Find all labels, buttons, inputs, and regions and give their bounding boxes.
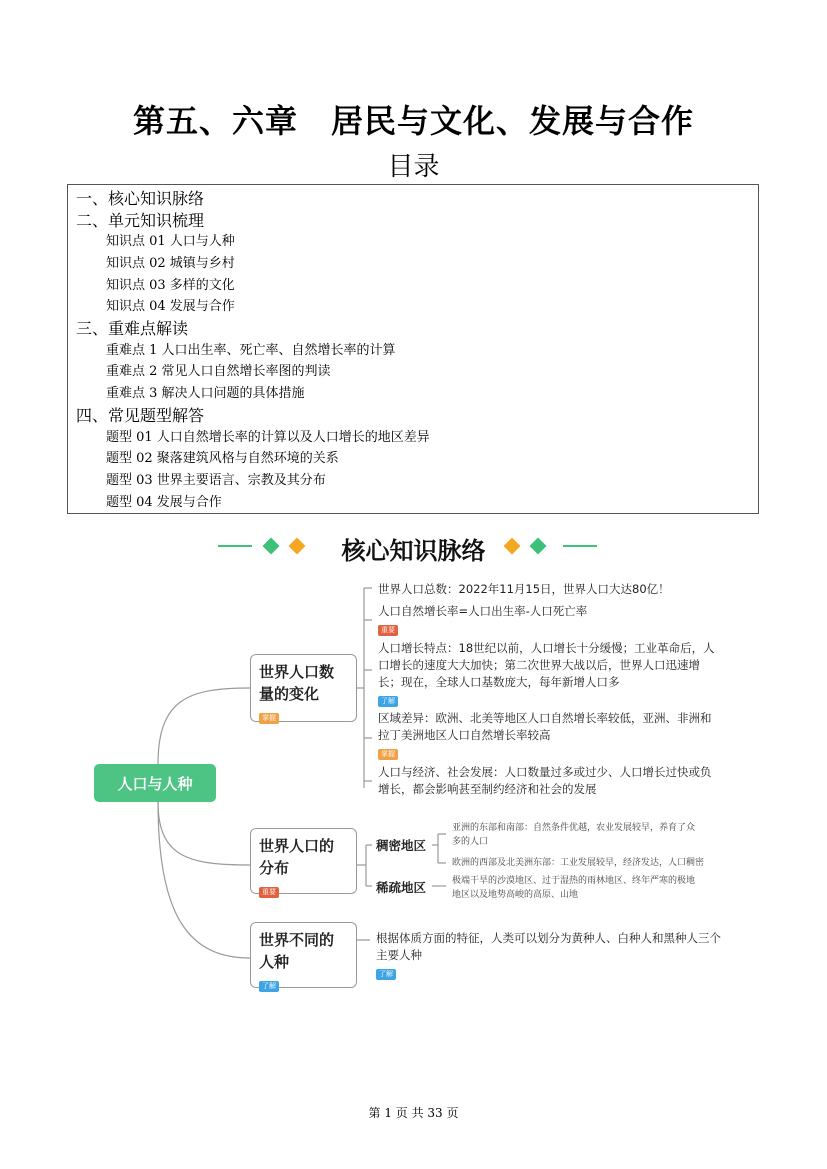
toc-heading: 目录 xyxy=(387,152,440,182)
toc-item[interactable]: 重难点 1 人口出生率、死亡率、自然增长率的计算 xyxy=(106,342,396,358)
branch-population-change xyxy=(250,654,357,722)
toc-item[interactable]: 知识点 02 城镇与乡村 xyxy=(106,255,235,271)
toc-item[interactable]: 二、单元知识梳理 xyxy=(76,210,205,230)
toc-item[interactable]: 题型 02 聚落建筑风格与自然环境的关系 xyxy=(106,451,339,467)
leaf-text: 地区以及地势高峻的高原、山地 xyxy=(452,890,579,900)
branch-title: 世界不同的 xyxy=(259,931,335,949)
toc-item[interactable]: 重难点 2 常见人口自然增长率图的判读 xyxy=(106,364,331,380)
sub-sparse-area: 稀疏地区 xyxy=(376,880,427,895)
tag-badge: 了解 xyxy=(376,969,396,980)
branch-population-distribution xyxy=(250,828,357,894)
toc-item[interactable]: 一、核心知识脉络 xyxy=(76,189,205,208)
toc-item[interactable]: 知识点 01 人口与人种 xyxy=(106,234,235,249)
table-of-contents xyxy=(67,184,759,514)
toc-item[interactable]: 知识点 04 发展与合作 xyxy=(106,299,235,315)
toc-item[interactable]: 四、常见题型解答 xyxy=(76,406,205,426)
leaf-text: 根据体质方面的特征，人类可以划分为黄种人、白种人和黑种人三个 xyxy=(376,931,721,945)
section-banner xyxy=(0,528,827,568)
tag-badge: 重要 xyxy=(378,625,398,636)
tag-badge: 了解 xyxy=(378,696,398,707)
leaf-text: 口增长的速度大大加快；第二次世界大战以后，世界人口迅速增 xyxy=(378,658,700,672)
branch-title: 世界人口的 xyxy=(259,837,335,855)
leaf-text: 区域差异：欧洲、北美等地区人口自然增长率较低，亚洲、非洲和 xyxy=(378,711,712,725)
leaf-text: 主要人种 xyxy=(376,948,422,962)
tag-badge: 掌握 xyxy=(378,749,398,760)
leaf-dense-europe xyxy=(452,856,704,870)
leaf-text: 增长，都会影响甚至制约经济和社会的发展 xyxy=(378,782,597,796)
leaf-economy-development xyxy=(378,764,712,798)
branch-title: 分布 xyxy=(259,859,290,877)
leaf-text: 人口自然增长率=人口出生率-人口死亡率 xyxy=(378,604,588,618)
branch-human-races xyxy=(250,922,357,988)
leaf-text: 拉丁美洲地区人口自然增长率较高 xyxy=(378,728,551,742)
leaf-text: 多的人口 xyxy=(452,837,489,847)
leaf-growth-features xyxy=(378,640,715,708)
leaf-text: 欧洲的西部及北美洲东部：工业发展较早，经济发达，人口稠密 xyxy=(452,858,705,868)
sub-dense-area: 稠密地区 xyxy=(376,838,427,853)
toc-item[interactable]: 知识点 03 多样的文化 xyxy=(106,277,235,293)
page-footer: 第 1 页 共 33 页 xyxy=(368,1106,459,1120)
toc-item[interactable]: 题型 04 发展与合作 xyxy=(106,494,222,510)
toc-item[interactable]: 题型 01 人口自然增长率的计算以及人口增长的地区差异 xyxy=(106,429,430,445)
leaf-total-population xyxy=(378,581,670,598)
leaf-growth-rate xyxy=(378,603,587,637)
toc-item[interactable]: 题型 03 世界主要语言、宗教及其分布 xyxy=(106,473,326,489)
toc-item[interactable]: 重难点 3 解决人口问题的具体措施 xyxy=(106,386,305,402)
leaf-dense-asia xyxy=(452,821,695,849)
leaf-text: 世界人口总数：2022年11月15日，世界人口大达80亿！ xyxy=(378,582,670,596)
tag-badge: 掌握 xyxy=(259,713,279,724)
document-title: 第五、六章 居民与文化、发展与合作 xyxy=(132,102,694,140)
leaf-sparse-regions xyxy=(452,874,695,902)
leaf-races xyxy=(376,930,721,981)
leaf-text: 人口增长特点：18世纪以前，人口增长十分缓慢；工业革命后，人 xyxy=(378,641,715,655)
leaf-regional-difference xyxy=(378,710,712,761)
mind-map xyxy=(0,578,827,998)
tag-badge: 了解 xyxy=(259,981,279,992)
leaf-text: 人口与经济、社会发展：人口数量过多或过少、人口增长过快或负 xyxy=(378,765,712,779)
branch-title: 量的变化 xyxy=(259,685,320,703)
leaf-text: 亚洲的东部和南部：自然条件优越，农业发展较早，养育了众 xyxy=(452,823,696,833)
tag-badge: 重要 xyxy=(259,887,279,898)
mind-map-root: 人口与人种 xyxy=(94,764,216,802)
leaf-text: 长；现在，全球人口基数庞大，每年新增人口多 xyxy=(378,675,620,689)
branch-title: 世界人口数 xyxy=(259,663,335,681)
leaf-text: 极端干旱的沙漠地区、过于湿热的雨林地区、终年严寒的极地 xyxy=(452,876,696,886)
banner-title: 核心知识脉络 xyxy=(341,537,486,565)
toc-item[interactable]: 三、重难点解读 xyxy=(76,319,189,339)
branch-title: 人种 xyxy=(259,953,290,971)
